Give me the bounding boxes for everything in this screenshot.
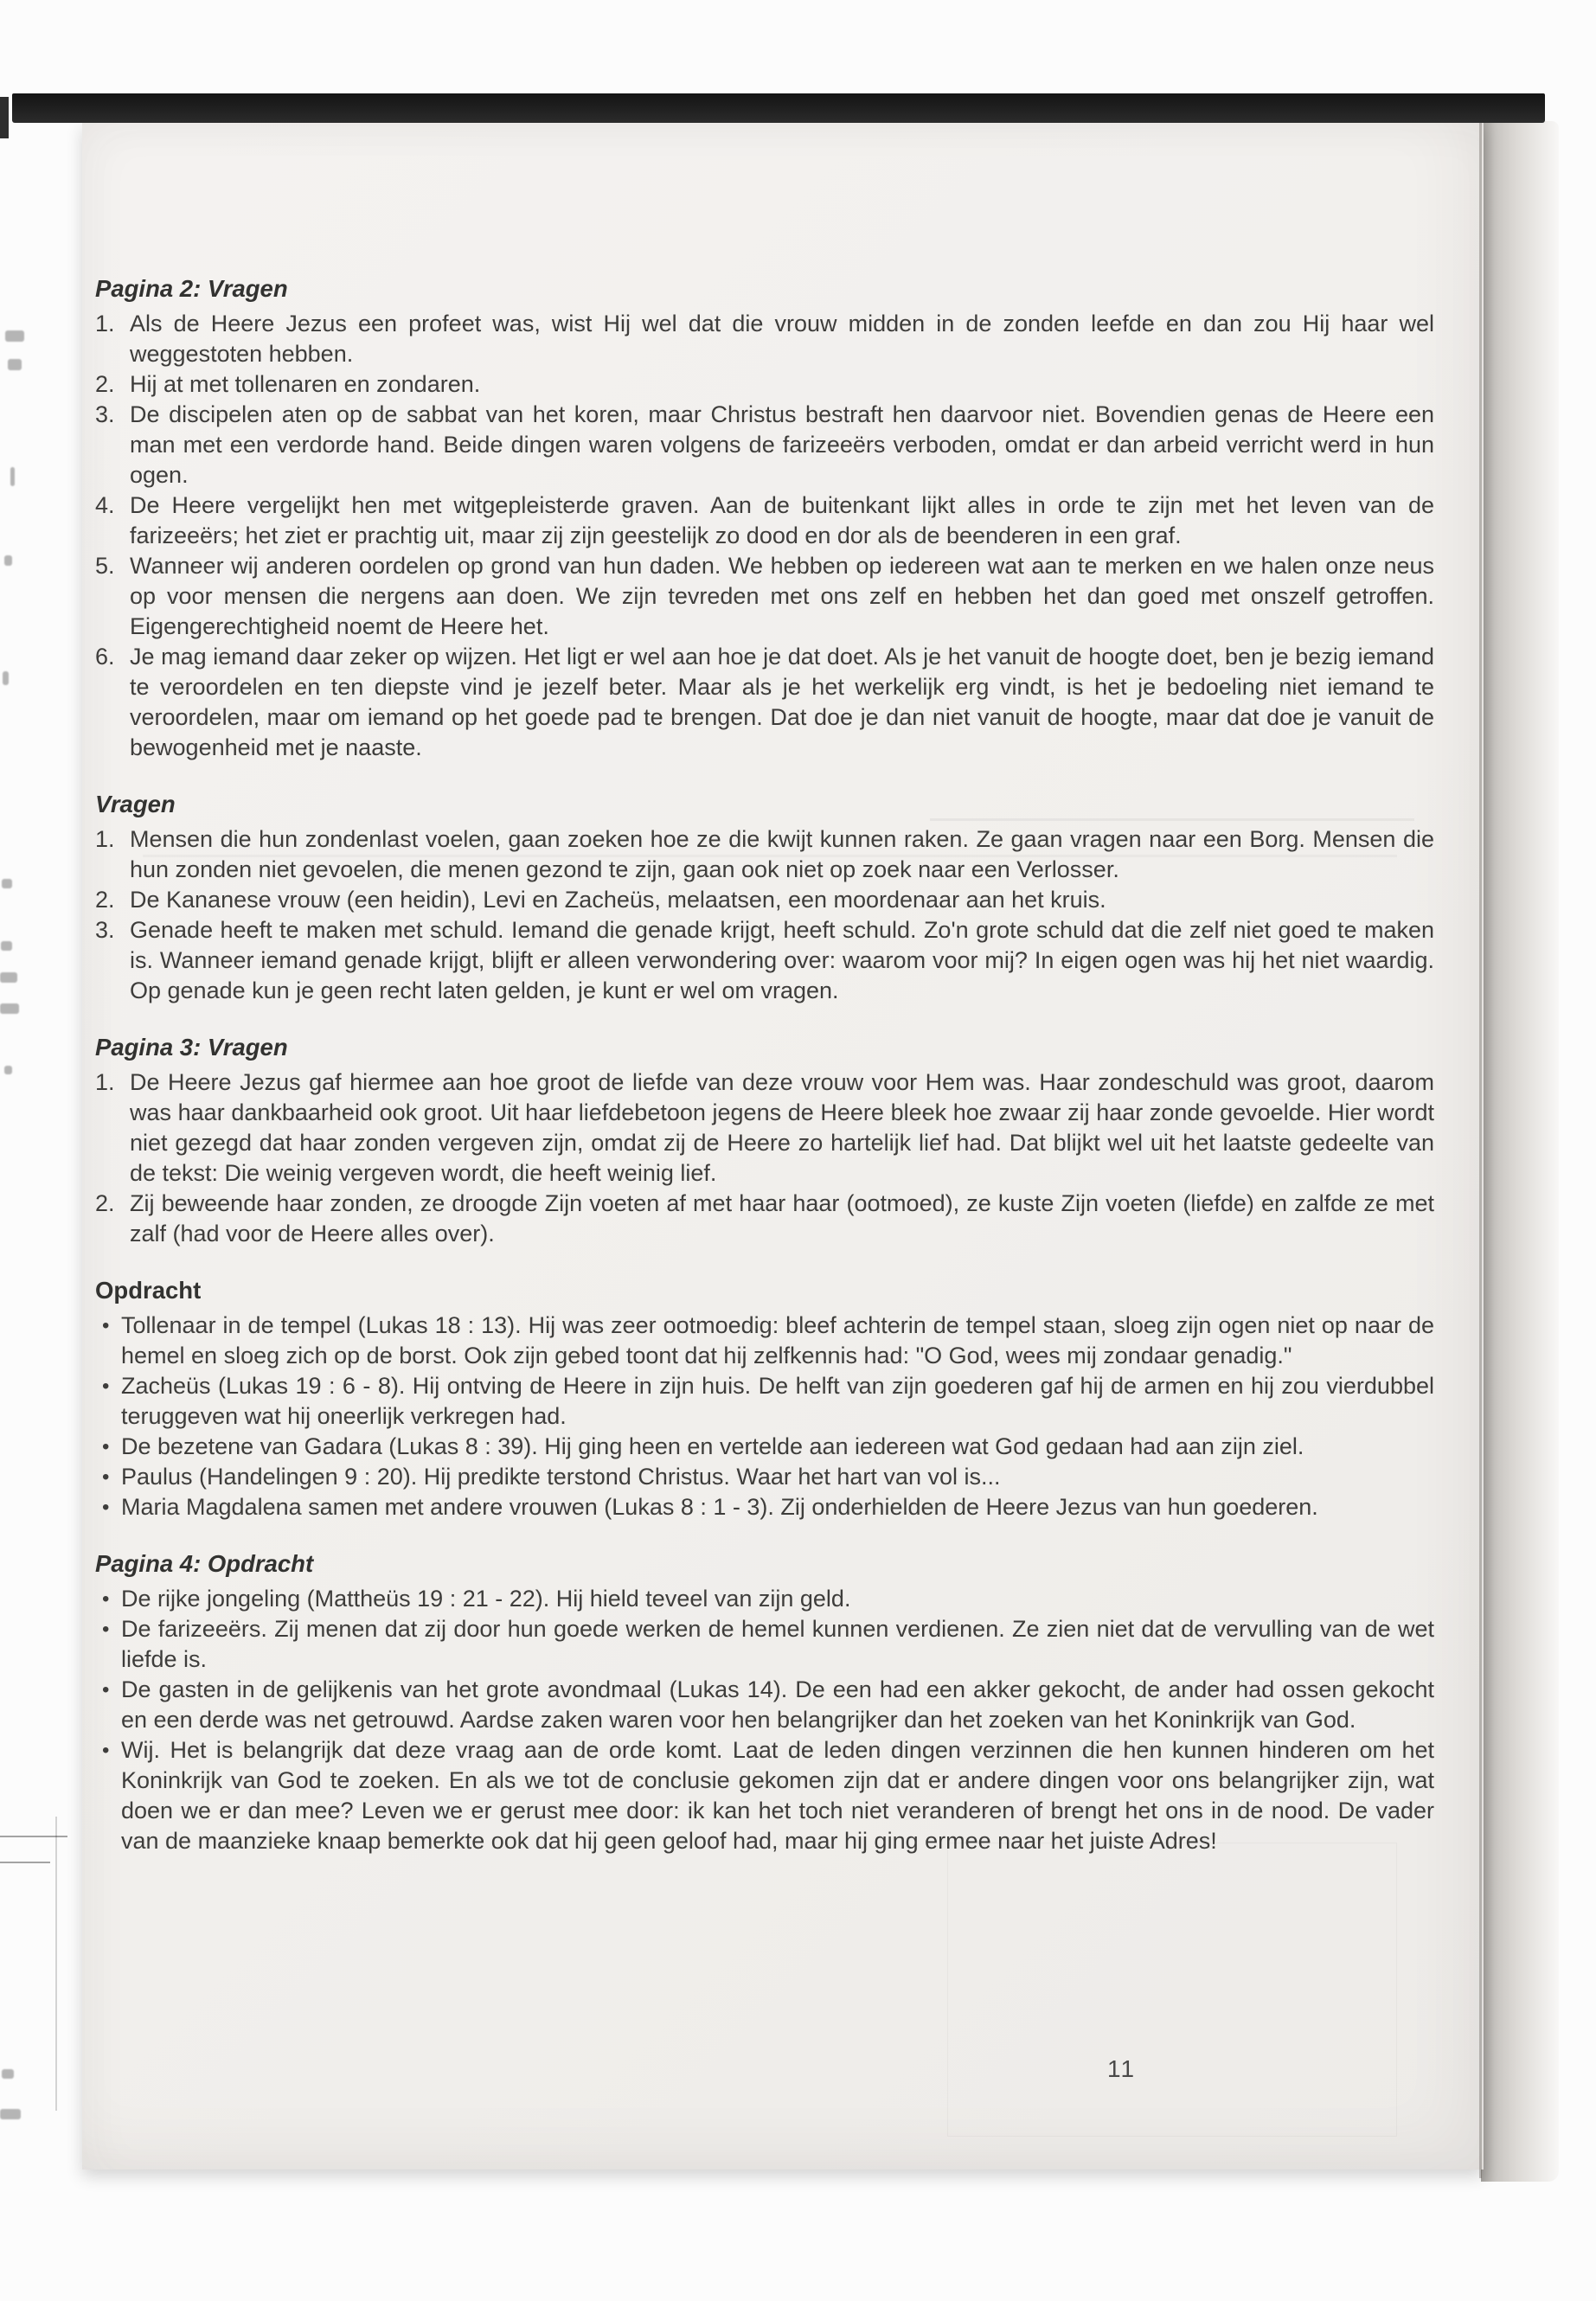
scan-margin-mark — [1, 941, 12, 951]
scan-margin-mark — [2, 2069, 14, 2079]
item-text: Paulus (Handelingen 9 : 20). Hij predikte terstond Christus. Waar het hart van vol is... — [121, 1464, 1001, 1490]
item-text: Wanneer wij anderen oordelen op grond van hun daden. We hebben op iedereen wat aan te merken en we halen onze neus op voor mensen die nergens aan doen. We zijn tevreden met ons zelf en hebben het dan goed met onszelf getroffen. Eigengerechtigheid noemt de Heere het. — [130, 553, 1434, 639]
section-pagina-2-vragen — [95, 273, 1434, 763]
numbered-item — [95, 490, 1434, 551]
section-pagina-3-vragen — [95, 1032, 1434, 1249]
bullet-icon: • — [102, 1435, 110, 1458]
item-text: De Heere vergelijkt hen met witgepleisterde graven. Aan de buitenkant lijkt alles in orde te zijn met het leven van de farizeeërs; het ziet er prachtig uit, maar zij zijn geestelijk zo dood en dor als de beenderen in een graf. — [130, 492, 1434, 548]
scan-bleed-artifact — [947, 1843, 1397, 2137]
numbered-item — [95, 824, 1434, 885]
section-opdracht — [95, 1275, 1434, 1522]
scan-margin-mark — [4, 1066, 12, 1074]
item-number: 2. — [95, 371, 115, 397]
section-heading-opdracht: Opdracht — [95, 1277, 202, 1304]
page-number: 11 — [1107, 2055, 1137, 2082]
scan-margin-mark — [0, 972, 17, 983]
scan-margin-mark — [4, 555, 12, 566]
item-text: De rijke jongeling (Mattheüs 19 : 21 - 22). Hij hield teveel van zijn geld. — [121, 1586, 851, 1612]
item-number: 1. — [95, 311, 115, 336]
item-text: De farizeeërs. Zij menen dat zij door hun goede werken de hemel kunnen verdienen. Ze zien niet dat de vervulling van de wet liefde is. — [121, 1616, 1434, 1672]
item-number: 3. — [95, 401, 115, 427]
bulleted-item — [95, 1735, 1434, 1856]
book-page-edges — [1481, 121, 1559, 2182]
item-text: Wij. Het is belangrijk dat deze vraag aan de orde komt. Laat de leden dingen verzinnen die hen kunnen hinderen om het Koninkrijk van God te zoeken. En als we tot de conclusie gekomen zijn dat er andere dingen voor ons belangrijker zijn, wat doen we er dan mee? Leven we er gerust mee door: ik kan het toch niet veranderen of brengt het ons in de nood. De vader van de maanzieke knaap bemerkte ook dat hij geen geloof had, maar hij ging ermee naar het juiste Adres! — [121, 1737, 1434, 1854]
bullet-icon: • — [102, 1496, 110, 1519]
bullet-icon: • — [102, 1465, 110, 1489]
section-vragen — [95, 789, 1434, 1006]
bulleted-item — [95, 1675, 1434, 1735]
item-number: 6. — [95, 644, 115, 670]
bulleted-item — [95, 1371, 1434, 1432]
bulleted-item — [95, 1584, 1434, 1614]
scan-top-band — [12, 93, 1545, 123]
bullet-icon: • — [102, 1618, 110, 1641]
scan-margin-mark — [2, 879, 12, 888]
bullet-icon: • — [102, 1587, 110, 1611]
item-number: 2. — [95, 1190, 115, 1216]
scan-margin-mark — [8, 359, 22, 370]
bullet-icon: • — [102, 1375, 110, 1398]
book-edge-seam — [1479, 123, 1482, 2178]
item-number: 1. — [95, 1069, 115, 1095]
bulleted-item — [95, 1311, 1434, 1371]
item-text: Zacheüs (Lukas 19 : 6 - 8). Hij ontving de Heere in zijn huis. De helft van zijn goederen gaf hij de armen en hij zou vierdubbel teruggeven wat hij oneerlijk verkregen had. — [121, 1373, 1434, 1429]
item-text: De Kananese vrouw (een heidin), Levi en Zacheüs, melaatsen, een moordenaar aan het kruis. — [130, 887, 1106, 913]
scan-margin-mark — [0, 1003, 19, 1014]
bulleted-item — [95, 1492, 1434, 1522]
bullet-icon: • — [102, 1678, 110, 1702]
numbered-item — [95, 551, 1434, 642]
scan-edge-line — [0, 1836, 67, 1837]
item-text: Je mag iemand daar zeker op wijzen. Het ligt er wel aan hoe je dat doet. Als je het vanuit de hoogte doet, ben je bezig iemand te veroordelen en ten diepste vind je jezelf beter. Maar als je het werkelijk erg vindt, is het je bedoeling niet iemand te veroordelen, maar om iemand op het goede pad te brengen. Dat doe je dan niet vanuit de hoogte, maar dat doe je vanuit de bewogenheid met je naaste. — [130, 644, 1434, 760]
page-content — [95, 273, 1434, 1856]
scan-margin-mark — [10, 467, 15, 486]
item-text: Maria Magdalena samen met andere vrouwen (Lukas 8 : 1 - 3). Zij onderhielden de Heere Jezus van hun goederen. — [121, 1494, 1318, 1520]
numbered-item — [95, 915, 1434, 1006]
numbered-item — [95, 1189, 1434, 1249]
numbered-item — [95, 369, 1434, 400]
item-text: De bezetene van Gadara (Lukas 8 : 39). Hij ging heen en vertelde aan iedereen wat God gedaan had aan zijn ziel. — [121, 1433, 1304, 1459]
item-text: Hij at met tollenaren en zondaren. — [130, 371, 481, 397]
item-text: Tollenaar in de tempel (Lukas 18 : 13). Hij was zeer ootmoedig: bleef achterin de tempel staan, sloeg zijn ogen niet op naar de hemel en sloeg zich op de borst. Ook zijn gebed toont dat hij zelfkennis had: "O God, wees mij zondaar genadig." — [121, 1312, 1434, 1368]
numbered-item — [95, 400, 1434, 490]
scan-margin-mark — [3, 671, 9, 685]
scan-edge-line — [55, 1817, 57, 2111]
item-text: Zij beweende haar zonden, ze droogde Zijn voeten af met haar haar (ootmoed), ze kuste Zijn voeten (liefde) en zalfde ze met zalf (had voor de Heere alles over). — [130, 1190, 1434, 1247]
item-text: De discipelen aten op de sabbat van het koren, maar Christus bestraft hen daarvoor niet. Bovendien genas de Heere een man met een verdorde hand. Beide dingen waren volgens de farizeeërs verboden, omdat er dan arbeid verricht werd in hun ogen. — [130, 401, 1434, 488]
item-number: 1. — [95, 826, 115, 852]
section-heading-pagina-3-vragen: Pagina 3: Vragen — [95, 1034, 288, 1061]
scan-top-band-edge — [0, 97, 9, 138]
numbered-item — [95, 1067, 1434, 1189]
scan-edge-line — [0, 1862, 50, 1863]
item-number: 5. — [95, 553, 115, 579]
bullet-icon: • — [102, 1314, 110, 1337]
item-number: 2. — [95, 887, 115, 913]
section-pagina-4-opdracht — [95, 1548, 1434, 1856]
item-text: Mensen die hun zondenlast voelen, gaan zoeken hoe ze die kwijt kunnen raken. Ze gaan vragen naar een Borg. Mensen die hun zonden niet gevoelen, die menen gezond te zijn, gaan ook niet op zoek naar een Verlosser. — [130, 826, 1434, 882]
scanned-page — [82, 121, 1484, 2170]
bulleted-item — [95, 1614, 1434, 1675]
section-heading-pagina-2-vragen: Pagina 2: Vragen — [95, 275, 288, 302]
item-text: De Heere Jezus gaf hiermee aan hoe groot de liefde van deze vrouw voor Hem was. Haar zondeschuld was groot, daarom was haar dankbaarheid ook groot. Uit haar liefdebetoon jegens de Heere bleek hoe zwaar zij haar zonde gevoelde. Hier wordt niet gezegd dat haar zonden vergeven zijn, omdat zij de Heere zo hartelijk lief had. Dat blijkt wel uit het laatste gedeelte van de tekst: Die weinig vergeven wordt, die heeft weinig lief. — [130, 1069, 1434, 1186]
numbered-item — [95, 642, 1434, 763]
scan-margin-mark — [0, 2109, 21, 2119]
numbered-item — [95, 885, 1434, 915]
scan-margin-mark — [5, 330, 24, 342]
section-heading-vragen: Vragen — [95, 791, 176, 817]
bullet-icon: • — [102, 1739, 110, 1762]
section-heading-pagina-4-opdracht: Pagina 4: Opdracht — [95, 1550, 314, 1577]
bulleted-item — [95, 1432, 1434, 1462]
item-text: Als de Heere Jezus een profeet was, wist Hij wel dat die vrouw midden in de zonden leefde en dan zou Hij haar wel weggestoten hebben. — [130, 311, 1434, 367]
item-number: 4. — [95, 492, 115, 518]
numbered-item — [95, 309, 1434, 369]
bulleted-item — [95, 1462, 1434, 1492]
item-text: Genade heeft te maken met schuld. Iemand die genade krijgt, heeft schuld. Zo'n grote schuld dat die zelf niet goed te maken is. Wanneer iemand genade krijgt, blijft er alleen verwondering over: waarom voor mij? In eigen ogen was hij het niet waardig. Op genade kun je geen recht laten gelden, je kunt er wel om vragen. — [130, 917, 1434, 1003]
item-text: De gasten in de gelijkenis van het grote avondmaal (Lukas 14). De een had een akker gekocht, de ander had ossen gekocht en een derde was net getrouwd. Aardse zaken waren voor hen belangrijker dan het zoeken van het Koninkrijk van God. — [121, 1676, 1434, 1733]
item-number: 3. — [95, 917, 115, 943]
